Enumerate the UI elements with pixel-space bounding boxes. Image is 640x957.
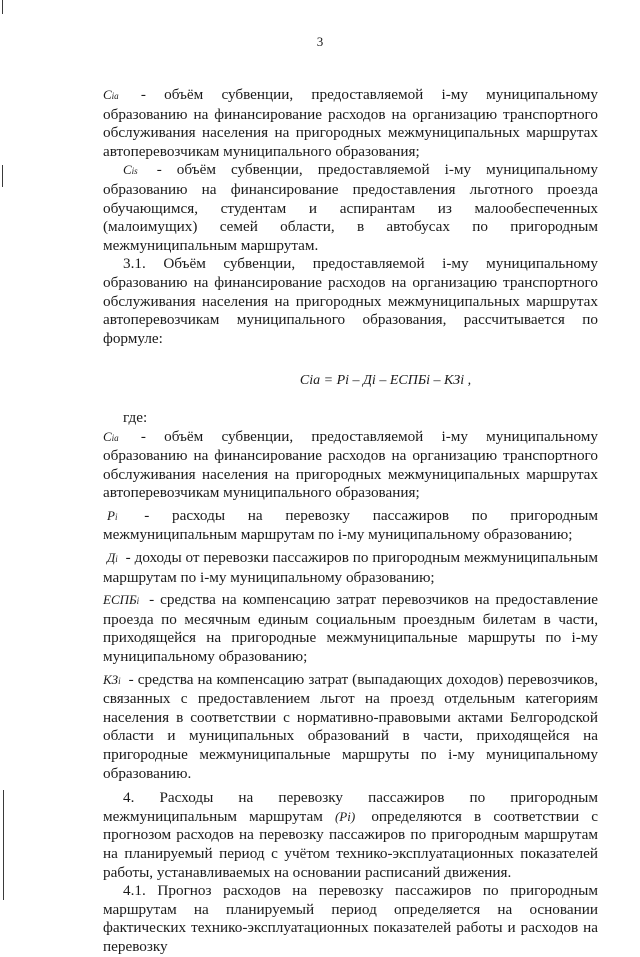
paragraph-4-1: 4.1. Прогноз расходов на перевозку пассажиров по пригородным маршрутам на планируемый период определяется на основании фактических технико-эксплуатационных показателей работы и расходов на перевозку bbox=[103, 882, 598, 955]
scan-edge-mark-bottom bbox=[3, 790, 4, 900]
formula: Cia = Pi – Дi – ЕСПБi – КЗi , bbox=[299, 373, 472, 389]
variable-symbol: КЗi bbox=[103, 671, 121, 687]
scan-edge-mark-top bbox=[2, 0, 3, 14]
page-number: 3 bbox=[316, 34, 324, 49]
variable-symbol: (Pi) bbox=[334, 808, 356, 824]
variable-symbol: Cia bbox=[103, 428, 119, 444]
variable-symbol: Cia bbox=[103, 87, 119, 102]
definition-cis: Cis - объём субвенции, предоставляемой i-му муниципальному образованию на финансирование предоставления льготного проезда обучающимся, студентам и аспирантам из малообеспеченных (малоимущих) семей области, в автобусах по пригородным межмуниципальным маршрутам. bbox=[103, 161, 598, 254]
variable-symbol: Cis bbox=[123, 162, 138, 178]
definition-cia-top: Cia - объём субвенции, предоставляемой i-му муниципальному образованию на финансирование расходов на организацию транспортного обслуживания населения на пригородных межмуниципальных маршрутах автоперевозчикам муниципального образования; bbox=[103, 86, 598, 160]
where-label: где: bbox=[123, 408, 148, 426]
variable-symbol: ЕСПБi bbox=[103, 592, 140, 608]
paragraph-4: 4. Расходы на перевозку пассажиров по пригородным межмуниципальным маршрутам (Pi) определяются в соответствии с прогнозом расходов на перевозку пассажиров по пригородным маршрутам на планируемый период с учётом технико-эксплуатационных показателей работы, устанавливаемых на основании расписаний движения. bbox=[103, 789, 598, 881]
paragraph-3-1: 3.1. Объём субвенции, предоставляемой i-му муниципальному образованию на финансирование расходов на организацию транспортного обслуживания населения на пригородных межмуниципальных маршрутах автоперевозчикам муниципального образования, рассчитывается по формуле: bbox=[103, 255, 598, 347]
definition-kzi: КЗi - средства на компенсацию затрат (выпадающих доходов) перевозчиков, связанных с предоставлением льгот на проезд отдельным категориям населения в соответствии с нормативно-правовыми актами Белгородской области и муниципальных образований в части, приходящейся на пригородные межмуниципальные маршруты по i-му муниципальному образованию. bbox=[103, 670, 598, 782]
definition-cia: Cia - объём субвенции, предоставляемой i-му муниципальному образованию на финансирование расходов на организацию транспортного обслуживания населения на пригородных межмуниципальных маршрутах автоперевозчикам муниципального образования; bbox=[103, 427, 598, 502]
definition-pi: Pi - расходы на перевозку пассажиров по пригородным межмуниципальным маршрутам по i-му муниципальному образованию; bbox=[103, 506, 598, 544]
definition-di: Дi - доходы от перевозки пассажиров по пригородным межмуниципальным маршрутам по i-му муниципальному образованию; bbox=[103, 549, 598, 586]
scan-edge-mark-middle bbox=[2, 165, 3, 187]
definition-espb: ЕСПБi - средства на компенсацию затрат перевозчиков на предоставление проезда по месячным единым социальным проездным билетам в части, приходящейся на пригородные межмуниципальные маршруты по i-му муниципальному образованию; bbox=[103, 591, 598, 666]
variable-symbol: Pi bbox=[107, 507, 118, 523]
variable-symbol: Дi bbox=[107, 550, 118, 566]
document-body bbox=[103, 86, 598, 957]
